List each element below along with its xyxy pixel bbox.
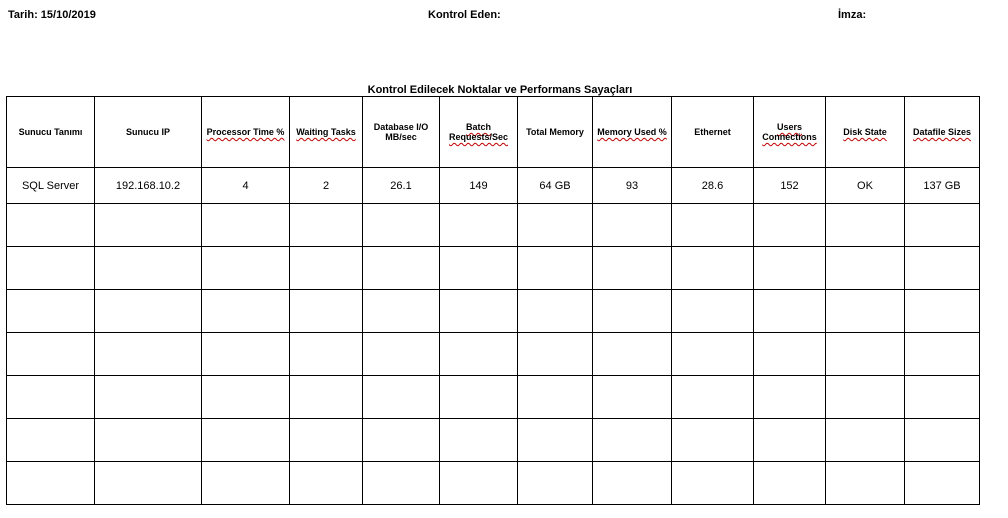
- column-header-total-memory: Total Memory: [518, 97, 593, 168]
- empty-table-row: [7, 419, 980, 462]
- empty-table-cell[interactable]: [672, 376, 754, 419]
- empty-table-row: [7, 333, 980, 376]
- empty-table-cell[interactable]: [905, 376, 980, 419]
- empty-table-cell[interactable]: [593, 204, 672, 247]
- table-cell: 149: [440, 168, 518, 204]
- empty-table-cell[interactable]: [202, 462, 290, 505]
- empty-table-cell[interactable]: [518, 290, 593, 333]
- empty-table-cell[interactable]: [7, 419, 95, 462]
- signature-label: İmza:: [838, 9, 867, 21]
- empty-table-row: [7, 247, 980, 290]
- column-header-datafile-sizes: [905, 97, 980, 168]
- empty-table-cell[interactable]: [95, 376, 202, 419]
- empty-table-cell[interactable]: [905, 419, 980, 462]
- empty-table-cell[interactable]: [363, 204, 440, 247]
- empty-table-cell[interactable]: [202, 419, 290, 462]
- table-cell: 192.168.10.2: [95, 168, 202, 204]
- empty-table-cell[interactable]: [7, 247, 95, 290]
- empty-table-row: [7, 376, 980, 419]
- empty-table-cell[interactable]: [290, 376, 363, 419]
- table-cell: 152: [754, 168, 826, 204]
- empty-table-cell[interactable]: [826, 376, 905, 419]
- empty-table-cell[interactable]: [440, 376, 518, 419]
- empty-table-cell[interactable]: [672, 419, 754, 462]
- empty-table-cell[interactable]: [905, 247, 980, 290]
- empty-table-cell[interactable]: [672, 204, 754, 247]
- empty-table-cell[interactable]: [826, 419, 905, 462]
- empty-table-cell[interactable]: [290, 290, 363, 333]
- empty-table-cell[interactable]: [290, 419, 363, 462]
- empty-table-cell[interactable]: [95, 419, 202, 462]
- column-header-batch-requests-text: Batch Requests/Sec: [448, 122, 509, 142]
- empty-table-cell[interactable]: [7, 290, 95, 333]
- empty-table-cell[interactable]: [518, 333, 593, 376]
- empty-table-cell[interactable]: [290, 247, 363, 290]
- empty-table-cell[interactable]: [440, 204, 518, 247]
- empty-table-cell[interactable]: [440, 462, 518, 505]
- empty-table-cell[interactable]: [826, 290, 905, 333]
- empty-table-cell[interactable]: [593, 290, 672, 333]
- column-header-ethernet: Ethernet: [672, 97, 754, 168]
- empty-table-cell[interactable]: [754, 419, 826, 462]
- empty-table-cell[interactable]: [905, 462, 980, 505]
- empty-table-cell[interactable]: [826, 462, 905, 505]
- empty-table-cell[interactable]: [202, 247, 290, 290]
- empty-table-cell[interactable]: [593, 419, 672, 462]
- empty-table-row: [7, 462, 980, 505]
- empty-table-cell[interactable]: [290, 333, 363, 376]
- empty-table-cell[interactable]: [440, 419, 518, 462]
- table-body: [7, 168, 980, 505]
- empty-table-cell[interactable]: [826, 333, 905, 376]
- column-header-processor-time-text: Processor Time %: [206, 127, 285, 137]
- performance-table: [6, 96, 980, 505]
- table-cell: OK: [826, 168, 905, 204]
- empty-table-cell[interactable]: [95, 333, 202, 376]
- empty-table-cell[interactable]: [290, 462, 363, 505]
- empty-table-cell[interactable]: [754, 204, 826, 247]
- empty-table-cell[interactable]: [593, 462, 672, 505]
- checked-by-label: Kontrol Eden:: [428, 9, 501, 21]
- empty-table-cell[interactable]: [905, 290, 980, 333]
- empty-table-cell[interactable]: [754, 376, 826, 419]
- empty-table-row: [7, 204, 980, 247]
- column-header-users-connections-text: Users Connections: [762, 122, 817, 142]
- empty-table-cell[interactable]: [363, 419, 440, 462]
- column-header-disk-state-text: Disk State: [843, 127, 887, 137]
- table-cell: 26.1: [363, 168, 440, 204]
- empty-table-cell[interactable]: [95, 204, 202, 247]
- empty-table-cell[interactable]: [440, 333, 518, 376]
- column-header-users-connections: [754, 97, 826, 168]
- empty-table-cell[interactable]: [363, 247, 440, 290]
- empty-table-cell[interactable]: [518, 247, 593, 290]
- empty-table-cell[interactable]: [672, 462, 754, 505]
- column-header-memory-used: [593, 97, 672, 168]
- empty-table-cell[interactable]: [518, 419, 593, 462]
- empty-table-cell[interactable]: [290, 204, 363, 247]
- empty-table-cell[interactable]: [593, 376, 672, 419]
- empty-table-cell[interactable]: [826, 204, 905, 247]
- table-cell: SQL Server: [7, 168, 95, 204]
- empty-table-cell[interactable]: [7, 204, 95, 247]
- table-cell: 28.6: [672, 168, 754, 204]
- empty-table-cell[interactable]: [672, 333, 754, 376]
- empty-table-cell[interactable]: [672, 247, 754, 290]
- empty-table-cell[interactable]: [202, 333, 290, 376]
- column-header-memory-used-text: Memory Used %: [597, 127, 667, 137]
- empty-table-cell[interactable]: [754, 462, 826, 505]
- empty-table-cell[interactable]: [905, 204, 980, 247]
- column-header-disk-state: [826, 97, 905, 168]
- date-label: Tarih: 15/10/2019: [8, 9, 96, 21]
- empty-table-cell[interactable]: [754, 247, 826, 290]
- empty-table-cell[interactable]: [593, 247, 672, 290]
- empty-table-cell[interactable]: [754, 333, 826, 376]
- empty-table-cell[interactable]: [95, 462, 202, 505]
- empty-table-cell[interactable]: [7, 462, 95, 505]
- table-cell: 93: [593, 168, 672, 204]
- empty-table-cell[interactable]: [202, 204, 290, 247]
- table-cell: 64 GB: [518, 168, 593, 204]
- empty-table-cell[interactable]: [7, 333, 95, 376]
- empty-table-cell[interactable]: [826, 247, 905, 290]
- column-header-waiting-tasks-text: Waiting Tasks: [296, 127, 356, 137]
- table-row: [7, 168, 980, 204]
- empty-table-cell[interactable]: [95, 247, 202, 290]
- empty-table-cell[interactable]: [202, 376, 290, 419]
- empty-table-row: [7, 290, 980, 333]
- empty-table-cell[interactable]: [593, 333, 672, 376]
- column-header-database-io: [363, 97, 440, 168]
- empty-table-cell[interactable]: [440, 290, 518, 333]
- table-title: Kontrol Edilecek Noktalar ve Performans Sayaçları: [367, 84, 633, 96]
- column-header-server-name: Sunucu Tanımı: [7, 97, 95, 168]
- table-cell: 2: [290, 168, 363, 204]
- column-header-batch-requests: [440, 97, 518, 168]
- empty-table-cell[interactable]: [363, 333, 440, 376]
- empty-table-cell[interactable]: [905, 333, 980, 376]
- empty-table-cell[interactable]: [95, 290, 202, 333]
- table-cell: 137 GB: [905, 168, 980, 204]
- empty-table-cell[interactable]: [363, 462, 440, 505]
- empty-table-cell[interactable]: [363, 290, 440, 333]
- column-header-server-ip: Sunucu IP: [95, 97, 202, 168]
- empty-table-cell[interactable]: [672, 290, 754, 333]
- table-cell: 4: [202, 168, 290, 204]
- empty-table-cell[interactable]: [518, 204, 593, 247]
- empty-table-cell[interactable]: [7, 376, 95, 419]
- empty-table-cell[interactable]: [518, 376, 593, 419]
- empty-table-cell[interactable]: [363, 376, 440, 419]
- column-header-processor-time: [202, 97, 290, 168]
- empty-table-cell[interactable]: [754, 290, 826, 333]
- empty-table-cell[interactable]: [202, 290, 290, 333]
- empty-table-cell[interactable]: [440, 247, 518, 290]
- column-header-datafile-sizes-text: Datafile Sizes: [912, 127, 972, 137]
- header-row: [7, 97, 980, 168]
- empty-table-cell[interactable]: [518, 462, 593, 505]
- column-header-waiting-tasks: [290, 97, 363, 168]
- column-header-database-io-text: Database I/O MB/sec: [373, 122, 429, 142]
